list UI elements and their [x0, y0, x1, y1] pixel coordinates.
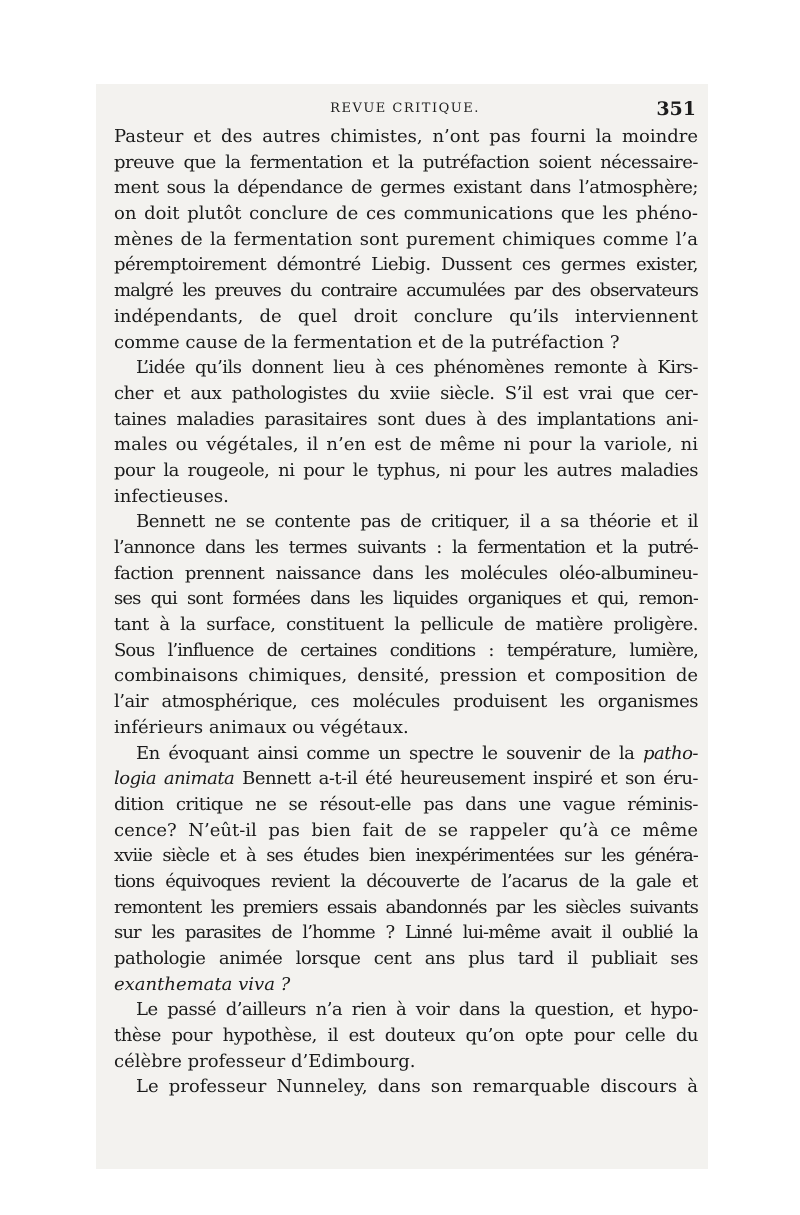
text-line: xviie siècle et à ses études bien inexpérimentées sur les généra- [114, 845, 698, 867]
paragraph [114, 509, 698, 740]
text-line [114, 972, 698, 998]
paragraph [114, 741, 698, 998]
text-line: combinaisons chimiques, densité, pression et composition de [114, 665, 698, 687]
text-line: L’idée qu’ils donnent lieu à ces phénomènes remonte à Kirs- [136, 357, 698, 379]
text-line: ment sous la dépendance de germes existant dans l’atmosphère; [114, 177, 698, 199]
text-line: tant à la surface, constituent la pellicule de matière proligère. [114, 614, 698, 636]
text-line: Bennett ne se contente pas de critiquer, il a sa théorie et il [136, 511, 698, 533]
text-line: inférieurs animaux ou végétaux. [114, 716, 409, 738]
text-line: cher et aux pathologistes du xviie siècle. S’il est vrai que cer- [114, 382, 698, 404]
text-line: comme cause de la fermentation et de la putréfaction ? [114, 331, 620, 353]
paragraph [114, 124, 698, 355]
text-line: remontent les premiers essais abandonnés par les siècles suivants [114, 896, 698, 918]
italic-term: patho- [643, 742, 698, 764]
text-line: faction prennent naissance dans les molécules oléo-albumineu- [114, 562, 698, 584]
text-segment: Bennett a-t-il été heureusement inspiré et son éru- [234, 768, 698, 790]
page-header [114, 98, 696, 124]
text-line: infectieuses. [114, 485, 229, 507]
text-line: thèse pour hypothèse, il est douteux qu’on opte pour celle du [114, 1025, 698, 1047]
text-line: pour la rougeole, ni pour le typhus, ni pour les autres maladies [114, 459, 698, 481]
text-line: indépendants, de quel droit conclure qu’ils interviennent [114, 305, 698, 327]
text-line: péremptoirement démontré Liebig. Dussent ces germes exister, [114, 254, 698, 276]
paragraph [114, 355, 698, 509]
text-line: Sous l’influence de certaines conditions : température, lumière, [114, 639, 698, 661]
text-line: Pasteur et des autres chimistes, n’ont pas fourni la moindre [114, 126, 698, 147]
text-line: pathologie animée lorsque cent ans plus tard il publiait ses [114, 948, 698, 969]
text-line: l’air atmosphérique, ces molécules produisent les organismes [114, 691, 698, 713]
text-line: sur les parasites de l’homme ? Linné lui-même avait il oublié la [114, 922, 698, 944]
text-line [114, 741, 698, 767]
book-page [96, 84, 708, 1169]
page-number: 351 [656, 98, 696, 120]
text-line: l’annonce dans les termes suivants : la fermentation et la putré- [114, 537, 698, 558]
body-text [114, 124, 698, 1100]
text-line: malgré les preuves du contraire accumulées par des observateurs [114, 280, 698, 302]
text-line: males ou végétales, il n’en est de même ni pour la variole, ni [114, 434, 698, 456]
text-line: Le passé d’ailleurs n’a rien à voir dans la question, et hypo- [136, 999, 698, 1021]
text-line: on doit plutôt conclure de ces communications que les phéno- [114, 203, 698, 225]
italic-term: logia animata [114, 768, 235, 790]
text-line: Le professeur Nunneley, dans son remarquable discours à [136, 1076, 698, 1098]
text-line [114, 766, 698, 792]
running-title: REVUE CRITIQUE. [330, 101, 480, 116]
text-line: dition critique ne se résout-elle pas dans une vague réminis- [114, 793, 698, 815]
text-line: mènes de la fermentation sont purement chimiques comme l’a [114, 228, 698, 250]
text-segment: En évoquant ainsi comme un spectre le souvenir de la [136, 742, 643, 764]
italic-term: exanthemata viva ? [114, 973, 291, 995]
text-line: taines maladies parasitaires sont dues à des implantations ani- [114, 408, 698, 430]
text-line: célèbre professeur d’Edimbourg. [114, 1050, 416, 1072]
text-line: cence? N’eût-il pas bien fait de se rappeler qu’à ce même [114, 819, 698, 841]
paragraph [114, 1074, 698, 1100]
text-line: tions équivoques revient la découverte de l’acarus de la gale et [114, 870, 698, 892]
text-line: preuve que la fermentation et la putréfaction soient nécessaire- [114, 151, 698, 173]
paragraph [114, 997, 698, 1074]
text-line: ses qui sont formées dans les liquides organiques et qui, remon- [114, 588, 698, 610]
